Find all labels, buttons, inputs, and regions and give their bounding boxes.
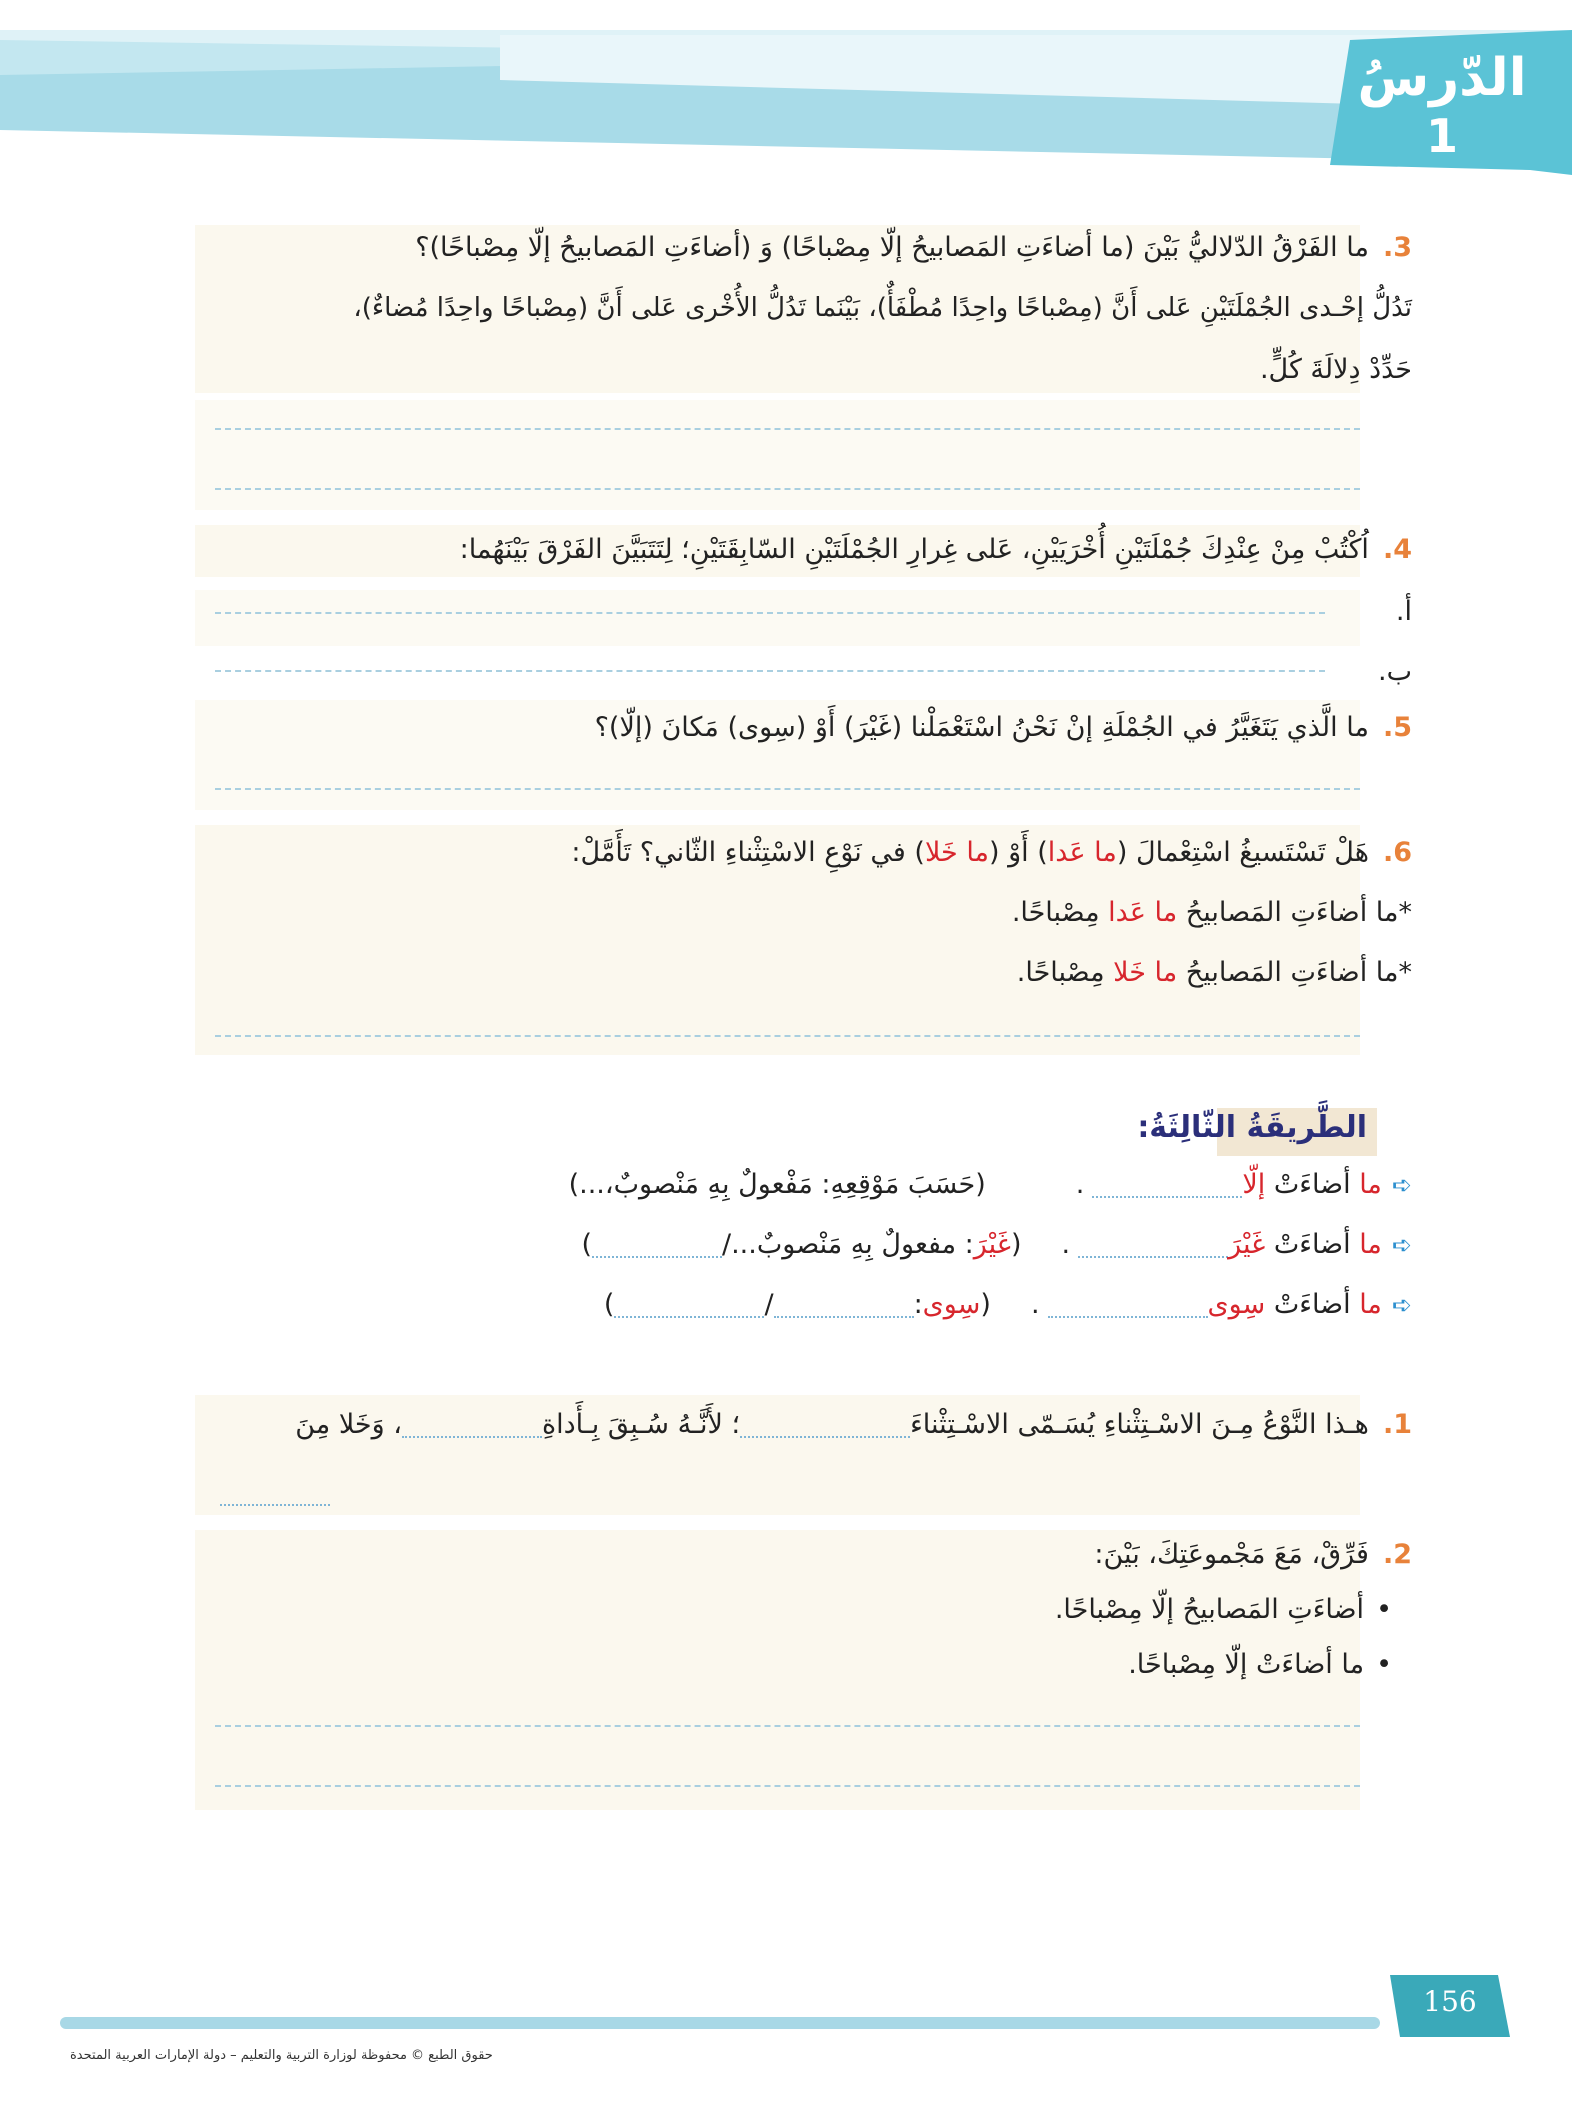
q5-number: 5. <box>1382 712 1412 743</box>
row2-ma: ما <box>1359 1229 1382 1260</box>
q1-part2: ؛ لأَنَّـهُ سُـبِقَ بِـأَداةِ <box>541 1409 741 1440</box>
row2-open-paren: ( <box>1010 1229 1022 1260</box>
row2-verb: أضاءَتْ <box>1265 1229 1360 1260</box>
row2-dot: . <box>1061 1229 1071 1260</box>
q3-answer-line-2[interactable] <box>215 488 1360 490</box>
q2-answer-line-1[interactable] <box>215 1725 1360 1727</box>
row1-ma: ما <box>1359 1169 1382 1200</box>
row3-blank-3[interactable] <box>614 1294 764 1318</box>
row1-note: (حَسَبَ مَوْقِعِهِ: مَفْعولٌ بِهِ مَنْصوبٌ،...) <box>568 1169 986 1200</box>
row1-dot: . <box>1075 1169 1085 1200</box>
q3-line1 <box>195 228 1412 268</box>
q5-answer-line[interactable] <box>215 788 1360 790</box>
row2-blank-2[interactable] <box>592 1234 722 1258</box>
arrow-icon: ➪ <box>1391 1291 1412 1319</box>
q6-ex1-end: مِصْباحًا. <box>1011 897 1109 928</box>
arrow-icon: ➪ <box>1391 1171 1412 1199</box>
q2-bullet2-text: ما أضاءَتْ إلّا مِصْباحًا. <box>1128 1649 1365 1680</box>
row2-ghayra: غَيْرَ <box>1228 1229 1266 1260</box>
row1-verb: أضاءَتْ <box>1265 1169 1360 1200</box>
q4-answer-line-a[interactable] <box>215 612 1325 614</box>
q6-ex2-start: *ما أضاءَتِ المَصابيحُ <box>1177 957 1412 988</box>
q6-text-mid: ) أَوْ ( <box>989 837 1048 868</box>
copyright: حقوق الطبع © محفوظة لوزارة التربية والتعليم – دولة الإمارات العربية المتحدة <box>70 2048 493 2063</box>
row3-dot: . <box>1030 1289 1040 1320</box>
q6-ma-ada: ما عَدا <box>1047 837 1117 868</box>
row3-blank[interactable] <box>1048 1294 1208 1318</box>
q2-bullet-1 <box>195 1590 1392 1630</box>
lesson-title: الدّرسُ <box>1357 48 1527 108</box>
q6-line <box>195 833 1412 873</box>
q1-blank-2[interactable] <box>402 1414 542 1438</box>
row3-note: : <box>913 1289 923 1320</box>
q3-number: 3. <box>1382 232 1412 263</box>
lesson-number: 1 <box>1425 109 1458 163</box>
q6-number: 6. <box>1382 837 1412 868</box>
bullet-icon: • <box>1376 1594 1392 1625</box>
q2-answer-line-2[interactable] <box>215 1785 1360 1787</box>
row3-note-red: سِوى <box>922 1289 981 1320</box>
header-ribbon <box>0 0 1572 190</box>
row3-blank-2[interactable] <box>774 1294 914 1318</box>
q3-answer-area <box>195 400 1360 510</box>
q2-bullet1-text: أضاءَتِ المَصابيحُ إلّا مِصْباحًا. <box>1054 1594 1365 1625</box>
row2-close-paren: ) <box>581 1229 592 1260</box>
q2-bullet-2 <box>195 1645 1392 1685</box>
q6-ma-khala: ما خَلا <box>924 837 990 868</box>
q6-text-end: ) في نَوْعِ الاسْتِثْناءِ الثّاني؟ تَأَمَّلْ: <box>571 837 925 868</box>
row3-verb: أضاءَتْ <box>1265 1289 1360 1320</box>
row3-ma: ما <box>1359 1289 1382 1320</box>
footer-bar <box>60 2017 1380 2029</box>
q1-blank-1[interactable] <box>740 1414 910 1438</box>
q6-text-start: هَلْ تَسْتَسيغُ اسْتِعْمالَ ( <box>1116 837 1369 868</box>
row3-open-paren: ( <box>980 1289 991 1320</box>
q4-letter-a: أ. <box>1395 596 1412 627</box>
q6-answer-line[interactable] <box>215 1035 1360 1037</box>
row3-close-paren: ) <box>603 1289 615 1320</box>
q3-answer-line-1[interactable] <box>215 428 1360 430</box>
row3-siwa: سِوى <box>1207 1289 1266 1320</box>
q5-text: ما الَّذي يَتَغَيَّرُ في الجُمْلَةِ إنْ نَحْنُ اسْتَعْمَلْنا (غَيْرَ) أَوْ (سِوى) مَكانَ (إلّا)؟ <box>594 712 1369 743</box>
q3-line3: حَدِّدْ دِلالَةَ كُلٍّ. <box>1259 354 1412 385</box>
q6-ex2-red: ما خَلا <box>1113 957 1178 988</box>
q4-answer-a-area <box>195 590 1360 646</box>
q1-line <box>195 1405 1412 1445</box>
q2-text: فَرِّقْ، مَعَ مَجْموعَتِكَ، بَيْنَ: <box>1094 1539 1369 1570</box>
row1-blank[interactable] <box>1092 1174 1242 1198</box>
method3-row-2 <box>195 1225 1412 1265</box>
row2-blank[interactable] <box>1078 1234 1228 1258</box>
page-number: 156 <box>1423 1985 1477 2018</box>
arrow-icon: ➪ <box>1391 1231 1412 1259</box>
q4-answer-line-b[interactable] <box>215 670 1325 672</box>
q3-line2: تَدُلُّ إحْـدى الجُمْلَتَيْنِ عَلى أَنَّ (مِصْباحًا واحِدًا مُطْفَأٌ)، بَيْنَما تَدُلُّ الأُخْرى عَلى أَنَّ (مِصْباحًا واحِدًا مُضاءٌ)، <box>353 293 1412 323</box>
q6-ex1-red: ما عَدا <box>1108 897 1178 928</box>
q4-letter-b: ب. <box>1377 656 1412 687</box>
q4-number: 4. <box>1382 534 1412 565</box>
q1-part1: هـذا النَّوْعُ مِـنَ الاسْـتِثْناءِ يُسَـمّى الاسْـتِثْناءَ <box>910 1409 1369 1440</box>
q4-text: اُكْتُبْ مِنْ عِنْدِكَ جُمْلَتَيْنِ أُخْرَيَيْنِ، عَلى غِرارِ الجُمْلَتَيْنِ السّابِقَتَيْنِ؛ لِتَتَبَيَّنَ الفَرْقَ بَيْنَهُما: <box>459 534 1369 565</box>
bullet-icon: • <box>1376 1649 1392 1680</box>
q6-ex1-start: *ما أضاءَتِ المَصابيحُ <box>1177 897 1412 928</box>
q1-part3: ، وَخَلا مِنَ <box>295 1409 402 1440</box>
q2-number: 2. <box>1382 1539 1412 1570</box>
q2-line <box>195 1535 1412 1575</box>
row2-note: : مفعولٌ بِهِ مَنْصوبٌ.../ <box>721 1229 974 1260</box>
q5-line <box>195 708 1412 748</box>
q6-ex2-end: مِصْباحًا. <box>1016 957 1114 988</box>
method3-row-3 <box>195 1285 1412 1325</box>
method3-row-1 <box>195 1165 1412 1205</box>
q3-text: ما الفَرْقُ الدّلاليُّ بَيْنَ (ما أضاءَتِ المَصابيحُ إلّا مِصْباحًا) وَ (أضاءَتِ المَصابيحُ إلّا مِصْباحًا)؟ <box>415 232 1369 263</box>
q1-blank-3[interactable] <box>220 1482 330 1506</box>
method3-heading: الطَّريقَةُ الثّالِثَةُ: <box>1137 1110 1367 1145</box>
q1-number: 1. <box>1382 1409 1412 1440</box>
q6-example-1 <box>195 893 1412 933</box>
row3-slash: / <box>764 1289 774 1320</box>
q6-example-2 <box>195 953 1412 993</box>
row2-note-red: غَيْرَ <box>973 1229 1011 1260</box>
row1-illa: إلّا <box>1242 1169 1266 1200</box>
q4-line <box>195 530 1412 570</box>
